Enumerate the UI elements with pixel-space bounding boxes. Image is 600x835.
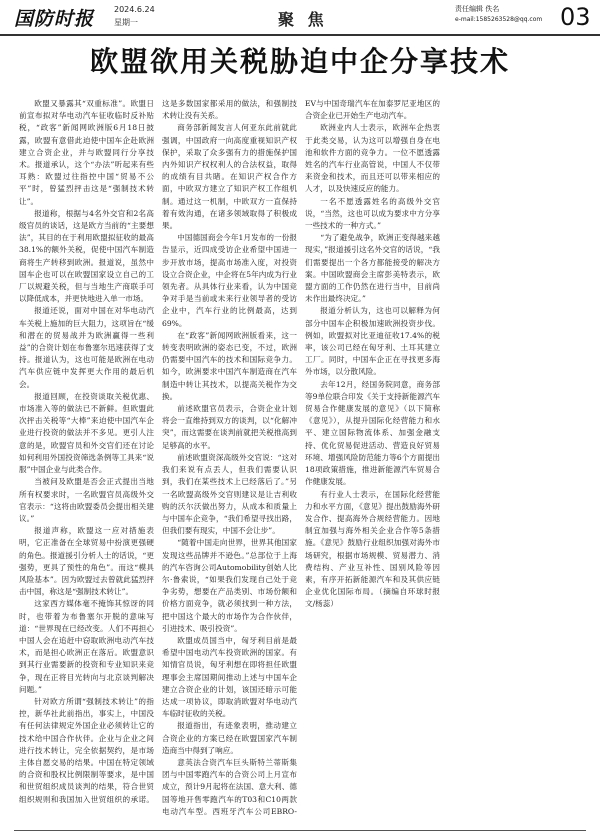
- article1-paragraph: 报道分析认为，这也可以解释为何部分中国车企积极加速欧洲投资步伐。例如，欧盟拟对比亚迪征收17.4%的税率，该公司已经在匈牙利、土耳其建立工厂。同时，中国车企正在寻找更多海外市场，以分散风险。: [305, 306, 440, 377]
- article1-paragraph: 欧洲业内人士表示，欧洲车企热衷于此类交易，认为这可以增强自身在电池和软件方面的竞争力。一位不愿透露姓名的汽车行业高管说，中国人不仅带来资金和技术，而且还可以带来相应的人才，以及快速反应的能力。: [305, 123, 440, 194]
- article1-paragraph: 商务部新闻发言人何亚东此前就此强调，中国政府一向高度重视知识产权保护，采取了众多强有力的措施保护国内外知识产权权利人的合法权益，取得的成绩有目共睹。在知识产权合作方面，中欧双方建立了知识产权工作组机制。通过这一机制，中欧双方一直保持着有效沟通，在诸多领域取得了积极成果。: [162, 123, 297, 231]
- article1-body: [19, 98, 583, 818]
- article1-paragraph: 报道回顾，在投资谈取关税优惠、市场准入等的做法已不新鲜。但欧盟此次抨击关税等“大棒”来迫使中国汽车企业进行投资的做法并不多见。更引人注意的是，欧盟官员和外交官们还在讨论如何利用外国投资筛选条例等工具来“说服”中国企业与此类合作。: [19, 391, 154, 475]
- article1-paragraph: 欧盟又暴露其“双重标准”。欧盟日前宣布拟对华电动汽车征收临时反补贴税，“政客”新闻网欧洲版6月18日披露，欧盟有意借此迫使中国车企赴欧洲建立合资企业，并与欧盟同行分享技术。报道承认，这个“办法”听起来有些耳熟：欧盟过往指控中国“贸易不公平”时，曾猛烈抨击这是“强制技术转让”。: [19, 99, 154, 206]
- article1-paragraph: 去年12月，经国务院同意，商务部等9单位联合印发《关于支持新能源汽车贸易合作健康发展的意见》（以下简称《意见》），从提升国际化经营能力和水平、建立国际物流体系、加强金融支持、优化贸易促进活动、营造良好贸易环境、增强风险防范能力等6个方面提出18项政策措施，推进新能源汽车贸易合作健康发展。: [305, 379, 440, 487]
- article1-paragraph: 有行业人士表示，在国际化经营能力和水平方面，《意见》提出鼓励海外研发合作、提高海外合规经营能力。因地制宜加强与海外相关企业合作等5条措施。《意见》鼓励行业组织加强对海外市场研究，根据市场规模、贸易潜力、消费结构、产业互补性、国别风险等因素，有序开拓新能源汽车和及其供应链企业优化国际布局。（摘编自环球时报 文/杨蕊）: [305, 489, 440, 609]
- editor-email: e-mail:1585263528@qq.com: [455, 16, 543, 23]
- issue-weekday: 星期一: [114, 18, 138, 27]
- article1-paragraph: 前述欧盟资深高级外交官说：“这对我们来说有点丢人，但我们需要认识到，我们在某些技术上已经落后了。”另一名欧盟高级外交官则建议是让吉利收购的沃尔沃做出努力，从成本和质量上与中国车企竞争，“我们希望寻找出路，但我们要有现实，中国不会让步”。: [162, 452, 297, 536]
- article1-paragraph: “随着中国走向世界，世界其他国家发现这些品牌并不逊色。”总部位于上海的汽车咨询公司Automobility创始人比尔·鲁索说，“如果我们发现自己处于竞争劣势，想要在产品类别、市场份额和价格方面竞争，就必须找到一种方法，把中国这个最大的市场作为合作伙伴，引进技术、吸引投资”。: [162, 538, 297, 633]
- newspaper-logo: 国防时报: [14, 8, 95, 30]
- article1-paragraph: 前述欧盟官员表示，合资企业计划将会一直维持到双方的谈判，以“化解冲突”，而这需要在谈判前就把关税推高到足够高的水平。: [162, 404, 297, 450]
- article1-paragraph: 一名不愿透露姓名的高级外交官说，“当然，这也可以成为要求中方分享一些技术的一种方式。”: [305, 196, 440, 231]
- masthead: [0, 0, 600, 36]
- article1-paragraph: 报道声称，欧盟这一应对措施表明，它正准备在全球贸易中扮演更强硬的角色。报道援引分析人士的话说，“更强势，更具了预性的角色”。而这“模具风险基本”。因为欧盟过去曾就此猛烈抨击中国，称这是“强制技术转让”。: [19, 526, 154, 597]
- article1-headline: 欧盟欲用关税胁迫中企分享技术: [89, 45, 510, 78]
- article1-paragraph: 欧盟成员国当中，匈牙利目前是最希望中国电动汽车投资欧洲的国家。有知情官员说，匈牙利想在即将担任欧盟理事会主席国期间推动上述与中国车企建立合资企业的计划，该国还暗示可能达成一项协议，即取消欧盟对华电动汽车临时征收的关税。: [162, 635, 297, 719]
- article1-paragraph: 报道还说，面对中国在对华电动汽车关税上施加的巨大阻力，这项旨在“缓和潜在的贸易战并为欧洲赢得一些利益”的合资计划在布鲁塞尔迅速获得了支持。报道认为，这也可能是欧洲在电动汽车供应链中发挥更大作用的最后机会。: [19, 306, 154, 389]
- section-title: 聚 焦: [278, 10, 328, 29]
- article1-paragraph: 当被问及欧盟是否会正式提出当地所有权要求时，一名欧盟官员高级外交官表示：“这将由欧盟委员会提出相关建议。”: [19, 477, 154, 523]
- article1-paragraph: 中国德国商会今年1月发布的一份报告显示，近四成受访企业希望中国进一步开放市场，提高市场准入度，对投资设立合资企业，中企将在5年内成为行业领先者。从具体行业来看，认为中国竞争对手是当前或未来行业领导者的受访企业中，汽车行业的比例最高，达到69%。: [162, 233, 297, 328]
- article1-paragraph: 在“政客”新闻网欧洲版看来，这一转变表明欧洲的姿态已变，不过，欧洲仍需要中国汽车的技术和国际竞争力。如今，欧洲要求中国汽车制造商在汽车制造中转让其技术，以提高关税作为交换。: [162, 330, 297, 401]
- page-divider: [14, 830, 586, 831]
- issue-date: 2024.6.24: [114, 5, 155, 14]
- editor-credit: 责任编辑 佚名: [455, 5, 500, 13]
- article1-paragraph: 意英法合资汽车巨头斯特兰蒂斯集团与中国零跑汽车的合资公司上月宣布成立，预计9月起将在法国、意大利、德国等地开售零跑汽车的T03和C10两款电动汽车型。西班牙汽车公司EBRO-EV与中国奇瑞汽车在加泰罗尼亚地区的合资企业已开始生产电动汽车。: [162, 99, 440, 816]
- article1-paragraph: 针对欧方所谓“强制技术转让”的指控，新华社此前指出，事实上，中国没有任何法律规定外国企业必须转让它的技术给中国合作伙伴。企业与企业之间进行技术转让，完全依据契约，是市场主体自愿交易的结果。中国在特定领域的合资和股权比例限制等要求，是中国和世贸组织成员谈判的结果，符合世贸组织规则和我国加入世贸组织的承诺。这是多数国家都采用的做法，和强制技术转让没有关系。: [19, 99, 297, 804]
- page-number: 03: [560, 3, 591, 31]
- article1-paragraph: “为了避免战争，欧洲正变得越来越现实，”报道援引这名外交官的话说，“我们需要提出一个各方都能接受的解决方案。中国欧盟商会主席彭美特表示，欧盟方面的工作仍然在进行当中，目前尚未作出最终决定。”: [305, 233, 440, 304]
- article1-paragraph: 这家西方媒体毫不掩饰其惊讶的同时，也带着为布鲁塞尔开脱的意味写道：“世界现在已经改变。人们不再担心中国人会在追赶中窃取欧洲电动汽车技术，而是担心欧洲正在落后。欧盟意识到其行业需要新的投资和专业知识来竞争，现在正将目光转向与北京谈判解决问题。”: [19, 599, 154, 694]
- article1-paragraph: 报道称，根据与4名外交官和2名高级官员的谈话，这是欧方当前的“主要想法”，其目的在于利用欧盟拟征收的最高38.1%的额外关税，促使中国汽车制造商将生产转移到欧洲。报道说，虽然中国车企也可以在欧盟国家设立自己的工厂以规避关税，但与当地生产商联手可以降低成本，并更快地进入单一市场。: [19, 208, 154, 304]
- article1-paragraph: 报道指出，有迹象表明，推动建立合资企业的方案已经在欧盟国家汽车制造商当中得到了响应。: [162, 721, 297, 755]
